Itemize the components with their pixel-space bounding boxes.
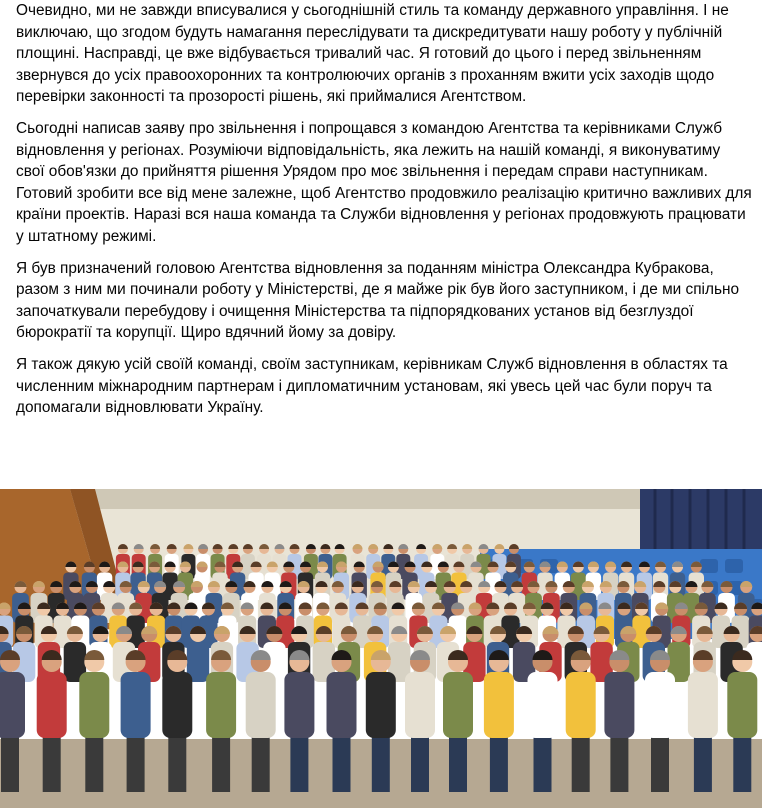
person-legs: [1, 734, 19, 792]
person-torso: [443, 672, 473, 738]
person-torso: [566, 672, 596, 738]
person-legs: [572, 734, 590, 792]
person-legs: [733, 734, 751, 792]
person-legs: [333, 734, 351, 792]
person-torso: [366, 672, 396, 738]
person-legs: [490, 734, 508, 792]
person-legs: [372, 734, 390, 792]
person-torso: [284, 672, 314, 738]
person-legs: [290, 734, 308, 792]
person-torso: [327, 672, 357, 738]
group-photo-illustration: [0, 489, 762, 808]
person-legs: [411, 734, 429, 792]
team-group-photo[interactable]: [0, 489, 762, 808]
person-torso: [37, 672, 67, 738]
person-torso: [688, 672, 718, 738]
post-text: [16, 0, 752, 429]
post-paragraph-2: Сьогодні написав заяву про звільнення і попрощався з командою Агентства та керівниками Служб відновлення у регіонах. Розуміючи відповідальність, яка лежить на нашій команді, я виконуватиму свої обов'язки до прийняття рішення Урядом про моє звільнення і передам справи наступникам. Готовий зробити все від мене залежне, щоб Агентство продовжило реалізацію критично важливих для країни проектів. Наразі вся наша команда та Служби відновлення у регіонах продовжують працювати у штатному режимі.: [16, 120, 752, 245]
person-legs: [651, 734, 669, 792]
person-torso: [604, 672, 634, 738]
person-legs: [212, 734, 230, 792]
post-paragraph-3: Я був призначений головою Агентства відновлення за поданням міністра Олександра Кубракова, разом з ним ми починали роботу у Міністерстві, де я майже рік був його заступником, і де ми спільно започаткували перебудову і очищення Міністерства та підпорядкованих установ від безглуздої бюрократії та корупції. Щиро вдячний йому за довіру.: [16, 259, 740, 341]
person-legs: [694, 734, 712, 792]
person-torso: [121, 672, 151, 738]
person-torso: [162, 672, 192, 738]
person-legs: [127, 734, 145, 792]
person-legs: [85, 734, 103, 792]
person-legs: [168, 734, 186, 792]
person-legs: [43, 734, 61, 792]
person-legs: [534, 734, 552, 792]
person-torso: [484, 672, 514, 738]
post-paragraph-1: Очевидно, ми не завжди вписувалися у сьогоднішній стиль та команду державного управління. І не виключаю, що згодом будуть намагання переслідувати та дискредитувати нашу роботу у публічній площині. Насправді, це вже відбувається тривалий час. Я готовий до цього і перед звільненням звернувся до усіх правоохоронних та контролюючих органів з проханням вжити усіх заходів щодо перевірки законності та прозорості рішень, які приймалися Агентством.: [16, 2, 729, 105]
person-legs: [610, 734, 628, 792]
person-torso: [206, 672, 236, 738]
person-torso: [79, 672, 109, 738]
person-legs: [252, 734, 270, 792]
person-legs: [449, 734, 467, 792]
post-paragraph-4: Я також дякую усій своїй команді, своїм заступникам, керівникам Служб відновлення в областях та численним міжнародним партнерам і дипломатичним установам, які увесь цей час були поруч та допомагали відновлювати Україну.: [16, 356, 728, 416]
person-torso: [0, 672, 25, 738]
person-torso: [246, 672, 276, 738]
person-torso: [645, 672, 675, 738]
person-torso: [405, 672, 435, 738]
person-torso: [727, 672, 757, 738]
person-torso: [528, 672, 558, 738]
